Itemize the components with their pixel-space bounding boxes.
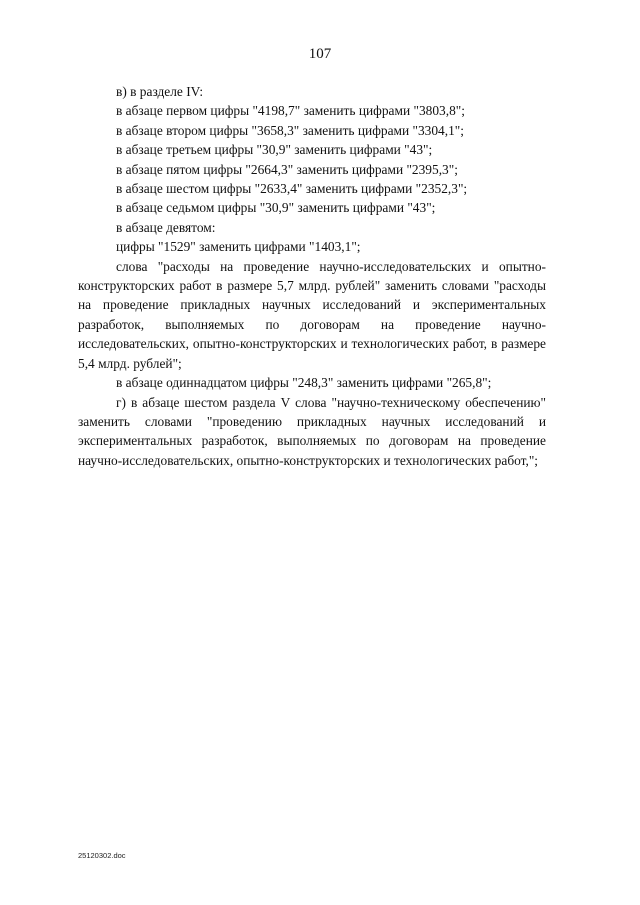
text-line: в абзаце седьмом цифры "30,9" заменить цифрами "43"; bbox=[116, 200, 436, 216]
text-line: в абзаце шестом цифры "2633,4" заменить цифрами "2352,3"; bbox=[116, 181, 468, 197]
text-line: в абзаце пятом цифры "2664,3" заменить цифрами "2395,3"; bbox=[116, 161, 458, 177]
page-number: 107 bbox=[308, 46, 332, 62]
text-line: цифры "1529" заменить цифрами "1403,1"; bbox=[116, 239, 361, 255]
text-line: в абзаце втором цифры "3658,3" заменить цифрами "3304,1"; bbox=[116, 122, 464, 138]
section-heading: в) в разделе IV: bbox=[116, 84, 204, 99]
paragraph-section-g: г) в абзаце шестом раздела V слова "научно-техническому обеспечению" заменить словами "проведению прикладных научных исследований и экспериментальных разработок, выполняемых по договорам на проведение научно-исследовательских, опытно-конструкторских и технологических работ,"; bbox=[78, 394, 546, 468]
text-line: в абзаце третьем цифры "30,9" заменить цифрами "43"; bbox=[116, 142, 433, 158]
file-name-footer: 25120302.doc bbox=[78, 851, 126, 860]
document-body bbox=[78, 82, 546, 470]
text-line: в абзаце первом цифры "4198,7" заменить цифрами "3803,8"; bbox=[116, 103, 465, 119]
paragraph-words-replacement: слова "расходы на проведение научно-исследовательских и опытно-конструкторских работ в размере 5,7 млрд. рублей" заменить словами "расходы на проведение прикладных научных исследований и экспериментальных разработок, выполняемых по договорам на проведение научно-исследовательских, опытно-конструкторских и технологических работ, в размере 5,4 млрд. рублей"; bbox=[78, 258, 546, 371]
text-line: в абзаце одиннадцатом цифры "248,3" заменить цифрами "265,8"; bbox=[116, 375, 492, 391]
text-line: в абзаце девятом: bbox=[116, 219, 216, 235]
